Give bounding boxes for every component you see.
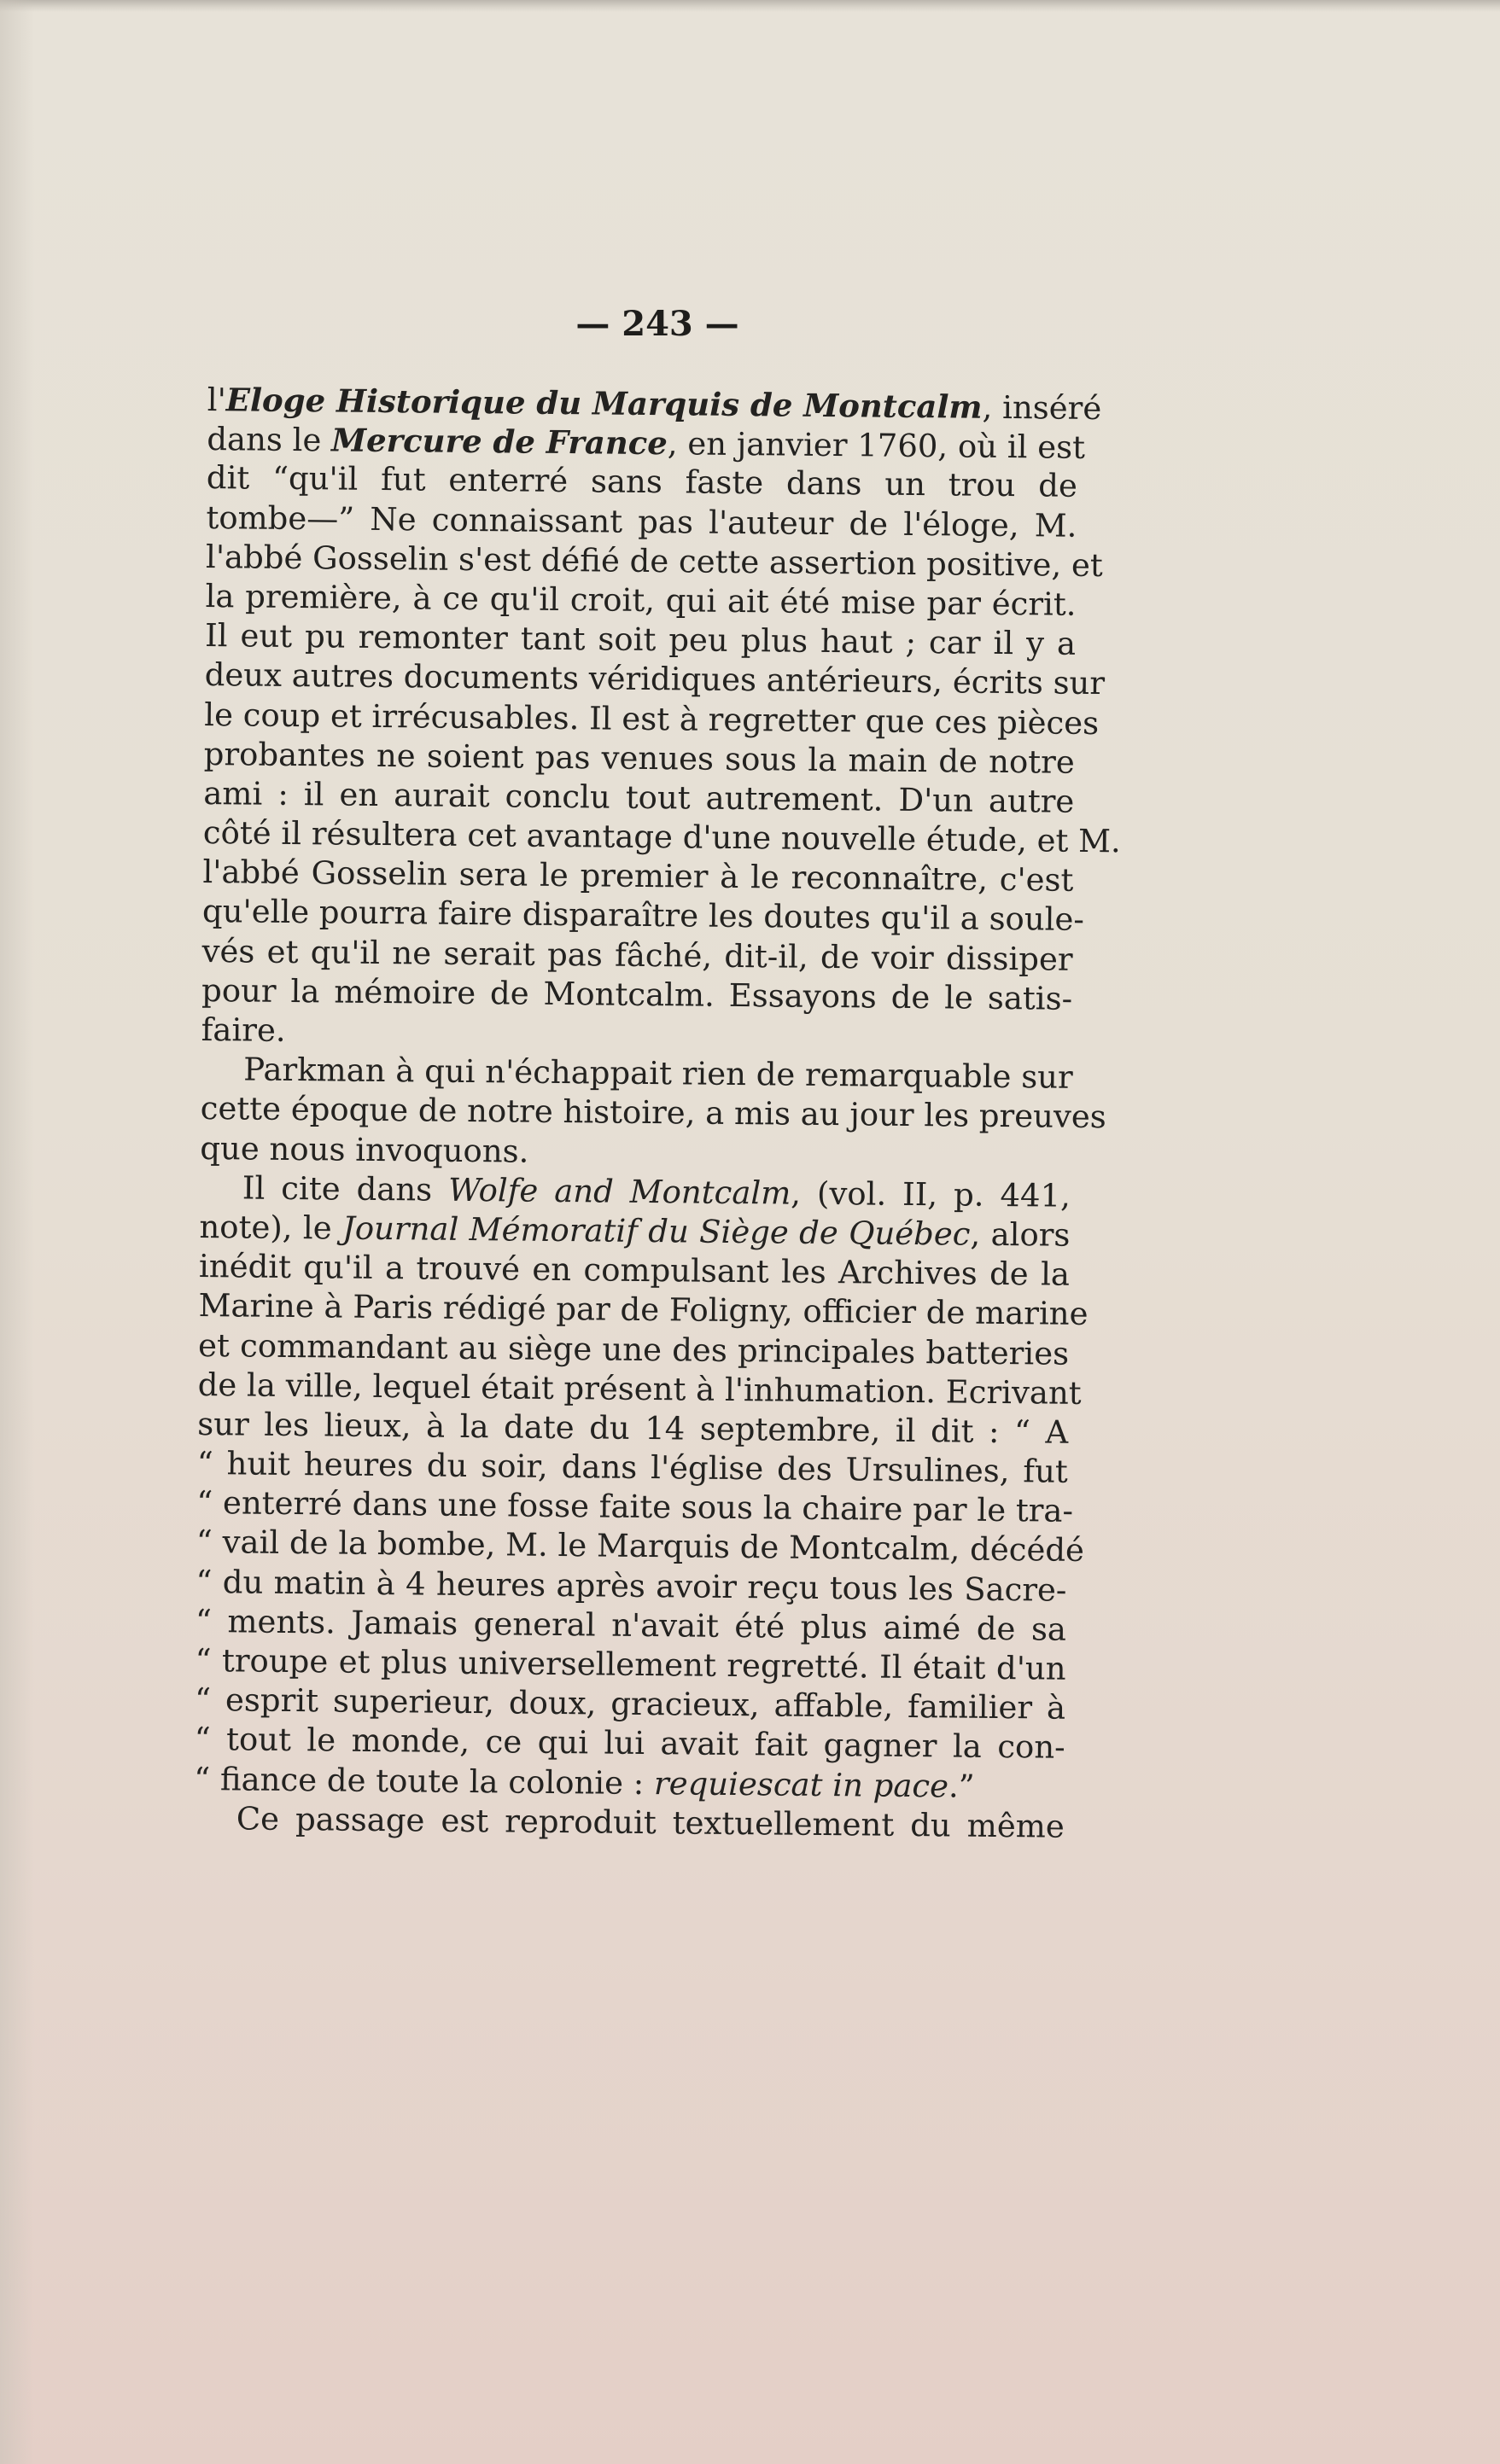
text-run: Marine à Paris rédigé par de Foligny, officier de marine: [198, 1287, 1089, 1333]
journal-title: Journal Mémoratif du Siège de Québec: [341, 1209, 971, 1253]
text-run: Il cite dans: [242, 1169, 449, 1209]
text-run: sur les lieux, à la date du 14 septembre, il dit : “ A: [197, 1405, 1069, 1451]
text-run: , alors: [970, 1215, 1071, 1254]
text-run: “ tout le monde, ce qui lui avait fait gagner la con-: [194, 1721, 1065, 1767]
text-run: côté il résultera cet avantage d'une nouvelle étude, et M.: [202, 814, 1122, 860]
text-run: “ du matin à 4 heures après avoir reçu tous les Sacre-: [196, 1563, 1067, 1609]
text-run: faire.: [201, 1011, 286, 1049]
page-left-shadow: [0, 0, 34, 2464]
text-run: le coup et irrécusables. Il est à regretter que ces pièces: [204, 696, 1100, 742]
text-run: l': [207, 381, 226, 419]
text-run: l'abbé Gosselin sera le premier à le reconnaître, c'est: [202, 853, 1074, 900]
text-run: note), le: [199, 1208, 343, 1247]
text-run: cette époque de notre histoire, a mis au jour les preuves: [200, 1090, 1106, 1136]
text-run: deux autres documents véridiques antérieurs, écrits sur: [204, 656, 1106, 702]
text-run: la première, à ce qu'il croit, qui ait été mise par écrit.: [205, 577, 1077, 623]
page-number: — 243 —: [575, 304, 739, 344]
text-run: vés et qu'il ne serait pas fâché, dit-il, de voir dissiper: [201, 932, 1073, 978]
text-run: dit “qu'il fut enterré sans faste dans un trou de: [206, 459, 1078, 505]
text-run: que nous invoquons.: [200, 1129, 529, 1170]
book-title: Eloge Historique du Marquis de Montcalm: [225, 381, 983, 426]
periodical-title: Mercure de France: [330, 421, 668, 463]
text-run: Parkman à qui n'échappait rien de remarquable sur: [243, 1051, 1073, 1096]
text-run: probantes ne soient pas venues sous la main de notre: [203, 735, 1075, 781]
text-run: “ troupe et plus universellement regretté. Il était d'un: [195, 1641, 1066, 1687]
text-run: “ huit heures du soir, dans l'église des Ursulines, fut: [196, 1445, 1068, 1490]
text-run: , en janvier 1760, où il est: [667, 425, 1086, 467]
text-run: Il eut pu remonter tant soit peu plus haut ; car il y a: [204, 617, 1077, 662]
text-run: Ce passage est reproduit textuellement du même: [236, 1800, 1065, 1845]
text-run: ami : il en aurait conclu tout autrement. D'un autre: [203, 774, 1075, 820]
page-top-edge: [0, 0, 1500, 12]
text-run: l'abbé Gosselin s'est défié de cette assertion positive, et: [205, 538, 1103, 584]
text-run: , inséré: [982, 388, 1102, 428]
text-run: de la ville, lequel était présent à l'inhumation. Ecrivant: [197, 1366, 1082, 1412]
text-run: qu'elle pourra faire disparaître les doutes qu'il a soule-: [201, 893, 1085, 939]
text-run: inédit qu'il a trouvé en compulsant les Archives de la: [198, 1248, 1071, 1293]
text-run: tombe—” Ne connaissant pas l'auteur de l'éloge, M.: [206, 498, 1077, 545]
text-run: .”: [948, 1767, 975, 1805]
text-run: pour la mémoire de Montcalm. Essayons de le satis-: [201, 971, 1073, 1017]
text-run: “ enterré dans une fosse faite sous la chaire par le tra-: [196, 1484, 1074, 1530]
paragraph-start: [194, 1799, 1065, 1847]
latin-phrase: requiescat in pace: [653, 1764, 949, 1804]
text-run: dans le: [207, 421, 332, 459]
text-run: “ ments. Jamais general n'avait été plus aimé de sa: [195, 1602, 1067, 1648]
text-line: [201, 971, 1072, 1019]
text-run: “ fiance de toute la colonie :: [194, 1760, 655, 1802]
text-run: “ vail de la bombe, M. le Marquis de Montcalm, décédé: [196, 1523, 1085, 1570]
text-run: “ esprit superieur, doux, gracieux, affable, familier à: [194, 1681, 1066, 1727]
text-run: , (vol. II, p. 441,: [791, 1174, 1071, 1215]
body-text: [194, 380, 1122, 1847]
book-title: Wolfe and Montcalm: [447, 1171, 791, 1212]
text-run: et commandant au siège une des principales batteries: [197, 1326, 1070, 1372]
